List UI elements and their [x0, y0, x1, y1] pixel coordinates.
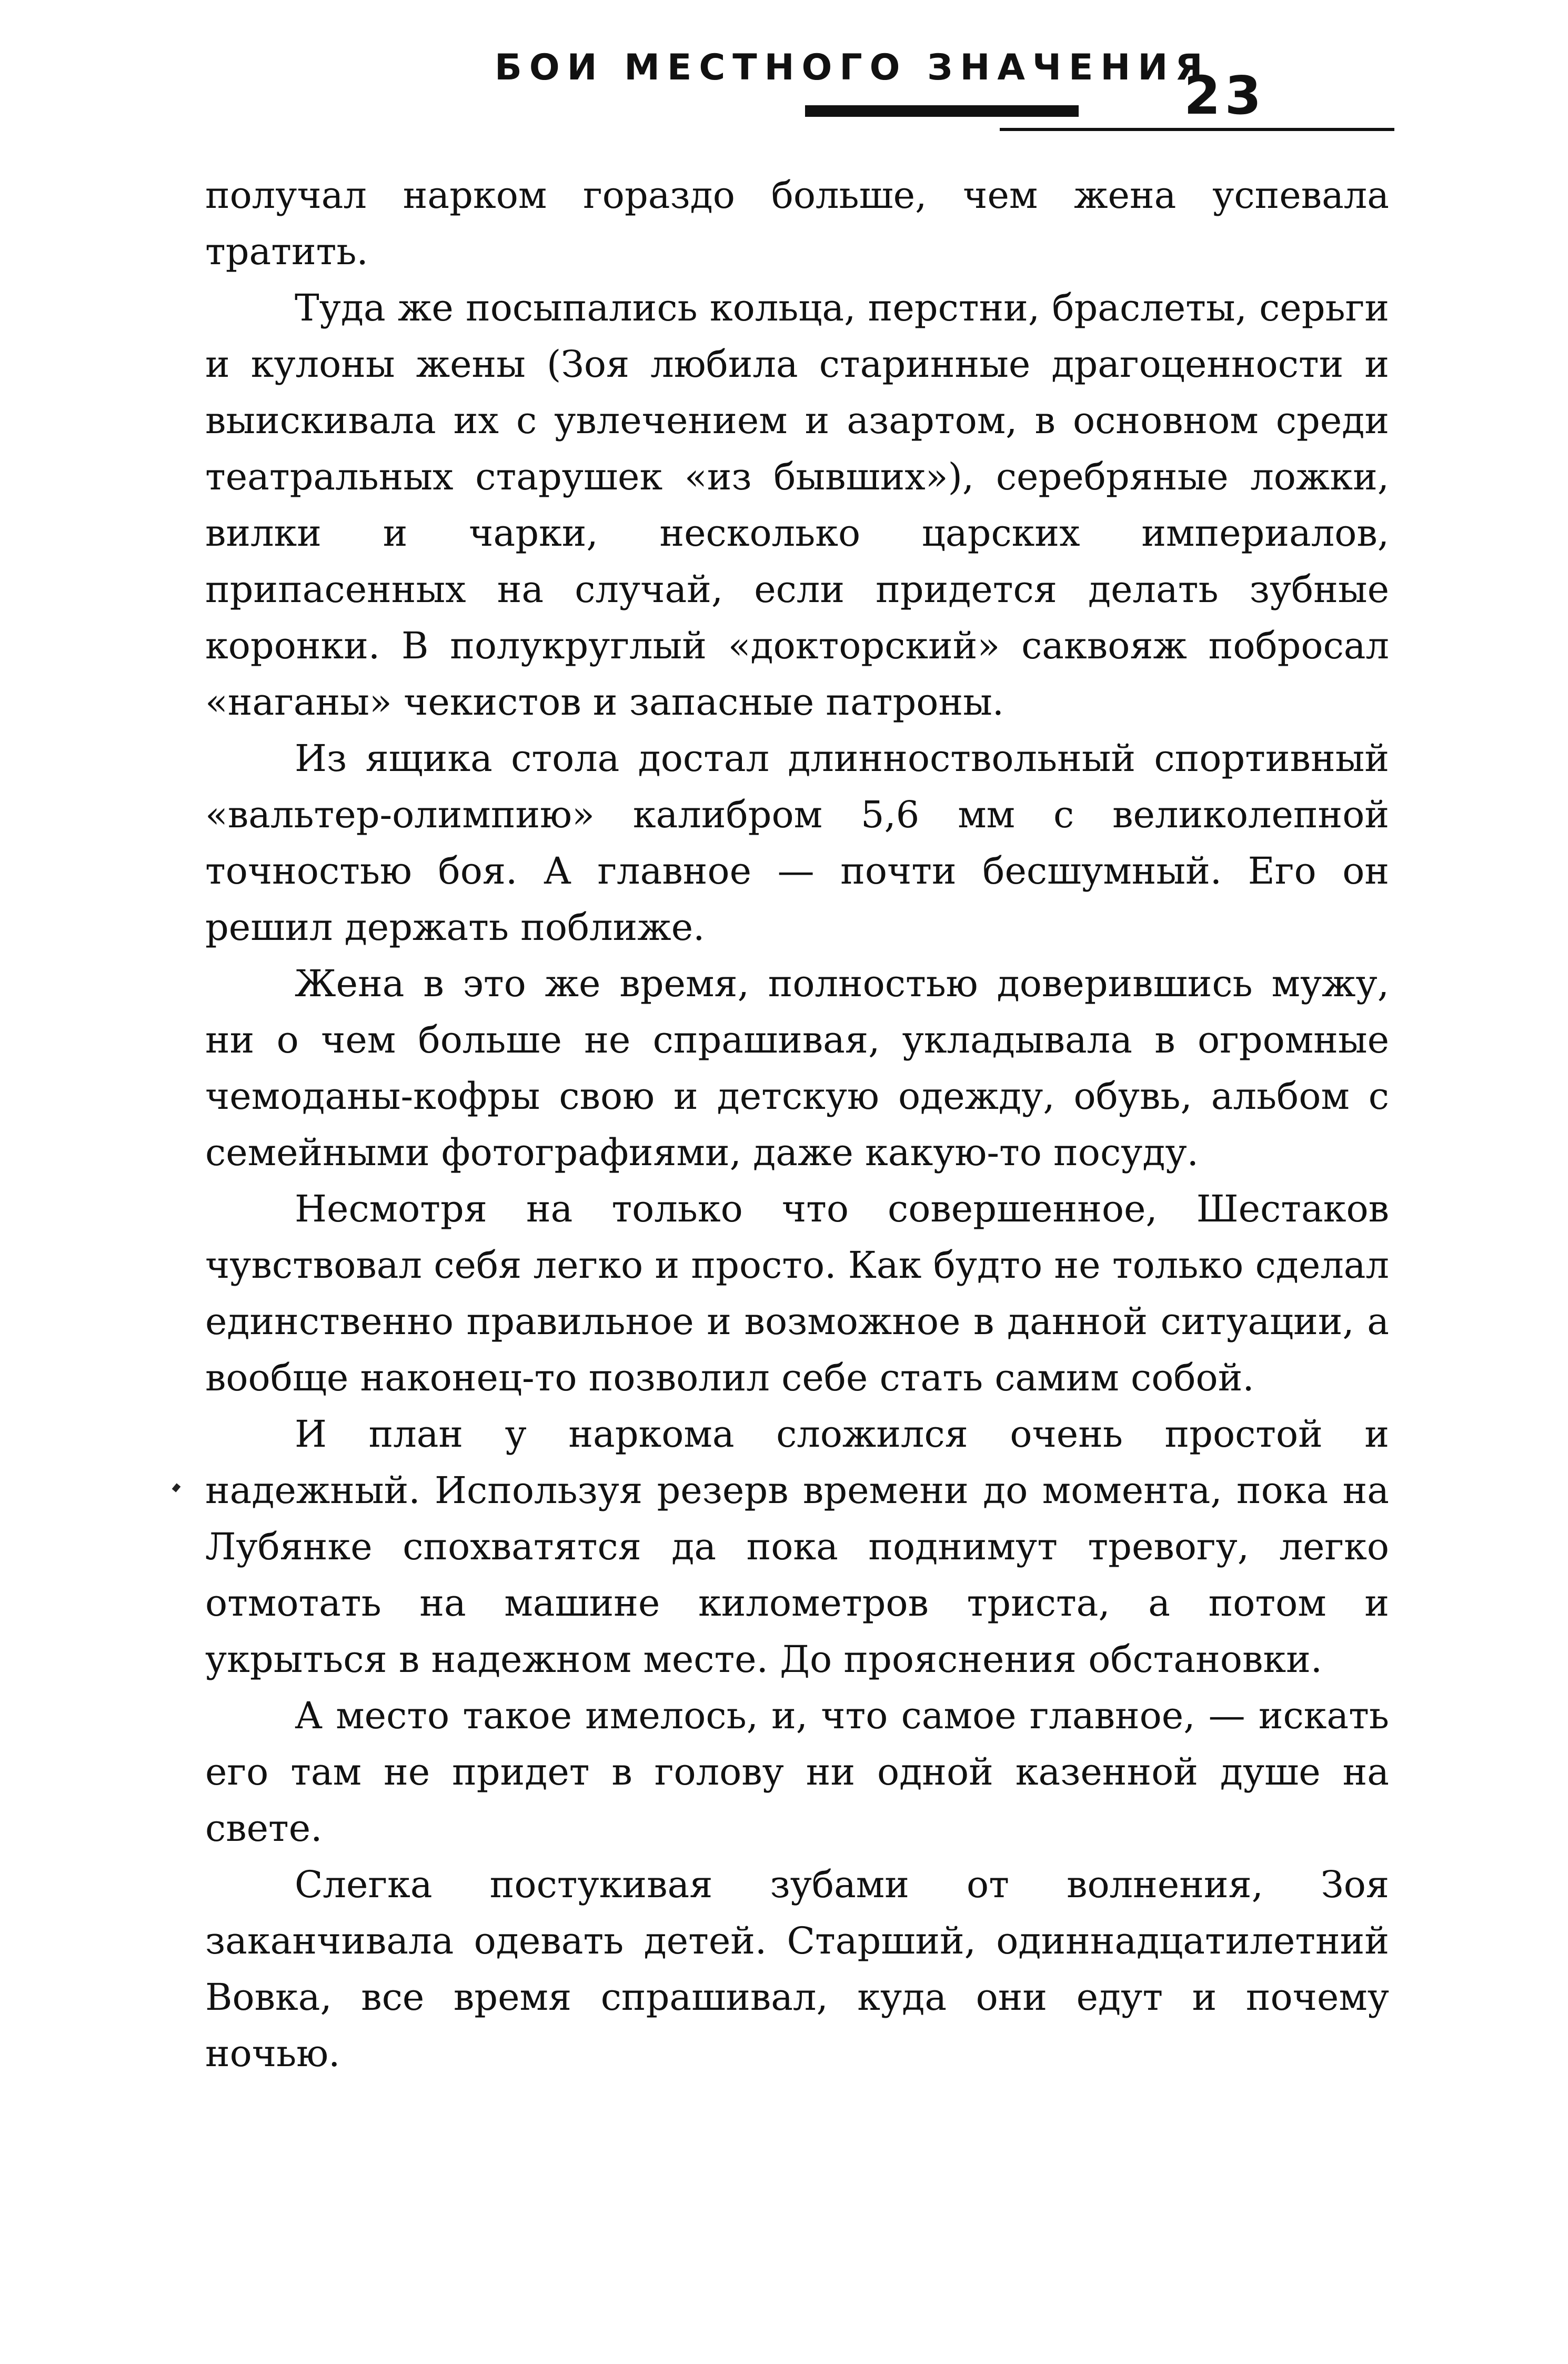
header-thick-rule: [805, 105, 1079, 117]
page-number: 23: [1184, 65, 1266, 126]
paragraph-6: И план у наркома сложился очень простой и надежный. Используя резерв времени до момента, пока на Лубянке спохватятся да пока поднимут тревогу, легко отмотать на машине километров триста, а потом и укрыться в надежном месте. До прояснения обстановки.: [205, 1413, 1389, 1681]
print-speck: [172, 1483, 181, 1492]
paragraph-8: Слегка постукивая зубами от волнения, Зоя заканчивала одевать детей. Старший, одиннадцатилетний Вовка, все время спрашивал, куда они едут и почему ночью.: [205, 1863, 1389, 2075]
paragraph-5: Несмотря на только что совершенное, Шестаков чувствовал себя легко и просто. Как будто не только сделал единственно правильное и возможное в данной ситуации, а вообще наконец-то позволил себе стать самим собой.: [205, 1187, 1389, 1399]
paragraph-4: Жена в это же время, полностью доверившись мужу, ни о чем больше не спрашивая, укладывала в огромные чемоданы-кофры свою и детскую одежду, обувь, альбом с семейными фотографиями, даже какую-то посуду.: [205, 962, 1389, 1174]
paragraph-7: А место такое имелось, и, что самое главное, — искать его там не придет в голову ни одной казенной душе на свете.: [205, 1694, 1389, 1850]
running-title: БОИ МЕСТНОГО ЗНАЧЕНИЯ: [495, 47, 1210, 88]
paragraph-3: Из ящика стола достал длинноствольный спортивный «вальтер-олимпию» калибром 5,6 мм с великолепной точностью боя. А главное — почти бесшумный. Его он решил держать поближе.: [205, 737, 1389, 949]
paragraph-1: получал нарком гораздо больше, чем жена успевала тратить.: [205, 174, 1389, 273]
header-thin-rule: [1000, 128, 1394, 131]
body-text: [205, 167, 1389, 2082]
paragraph-2: Туда же посыпались кольца, перстни, браслеты, серьги и кулоны жены (Зоя любила старинные драгоценности и выискивала их с увлечением и азартом, в основном среди театральных старушек «из бывших»), серебряные ложки, вилки и чарки, несколько царских империалов, припасенных на случай, если придется делать зубные коронки. В полукруглый «докторский» саквояж побросал «наганы» чекистов и запасные патроны.: [205, 286, 1389, 724]
